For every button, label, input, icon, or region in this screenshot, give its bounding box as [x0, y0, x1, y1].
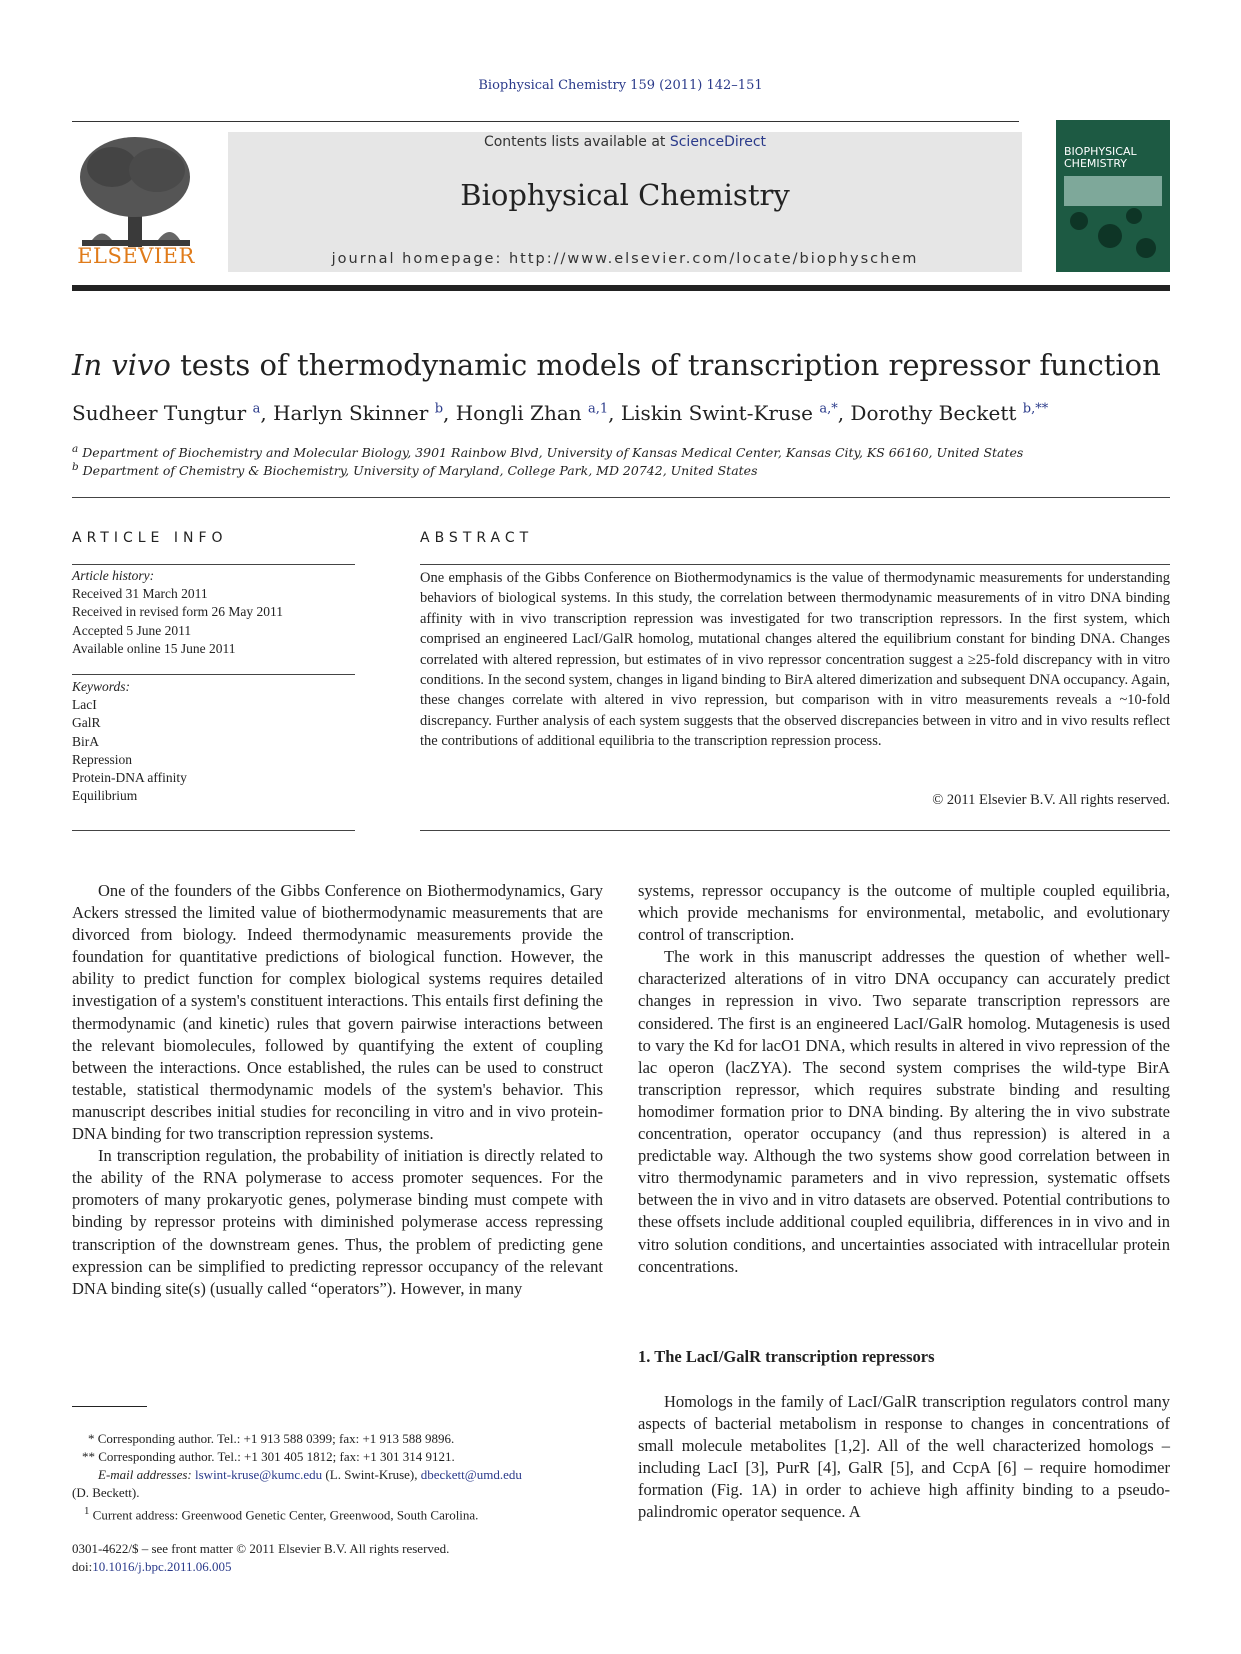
doi-label: doi: — [72, 1559, 93, 1574]
keywords-label: Keywords: — [72, 679, 130, 694]
history-accepted: Accepted 5 June 2011 — [72, 622, 192, 638]
author-affil-mark[interactable]: b,** — [1022, 401, 1049, 417]
header-rule — [72, 121, 1019, 122]
divider — [72, 674, 355, 675]
author-affil-mark[interactable]: a — [252, 401, 261, 417]
journal-cover-image — [1056, 120, 1170, 272]
cover-title: BIOPHYSICAL CHEMISTRY — [1064, 145, 1137, 170]
header-thick-rule — [72, 285, 1170, 291]
body-left-column — [72, 880, 603, 1300]
title-italic: In vivo — [72, 348, 171, 382]
divider — [420, 564, 1170, 565]
email-owner-2: (D. Beckett). — [72, 1485, 140, 1500]
divider — [72, 830, 355, 831]
footnote-rule — [72, 1406, 147, 1407]
body-paragraph: One of the founders of the Gibbs Conference on Biothermodynamics, Gary Ackers stressed the limited value of biothermodynamic measurements that are divorced from biology. Indeed thermodynamic measurements provide the foundation for quantitative predictions of biological function. However, the ability to predict function for complex biological systems requires detailed investigation of a system's constituent interactions. This entails first defining the thermodynamic (and kinetic) rules that govern pairwise interactions between the relevant biomolecules, followed by quantifying the extent of coupling between the interactions. Once established, the rules can be used to construct testable, statistical thermodynamic models of the system's behavior. This manuscript describes initial studies for reconciling in vitro and in vivo protein-DNA binding for two transcription repression systems. — [72, 881, 603, 1144]
keyword: Equilibrium — [72, 788, 138, 804]
body-paragraph: Homologs in the family of LacI/GalR transcription regulators control many aspects of bacterial metabolism in response to changes in concentrations of small molecule metabolites [1,2]. All of the well characterized homologs – including LacI [3], PurR [4], GalR [5], and CcpA [6] – require homodimer formation (Fig. 1A) in order to achieve high affinity binding to a pseudo-palindromic operator sequence. A — [638, 1392, 1170, 1522]
section-heading: 1. The LacI/GalR transcription repressors — [638, 1347, 935, 1366]
keyword: Repression — [72, 751, 132, 767]
keyword: BirA — [72, 733, 99, 749]
contents-prefix: Contents lists available at — [483, 134, 670, 150]
keyword: GalR — [72, 715, 101, 731]
footnotes — [72, 1430, 612, 1524]
author-affil-mark[interactable]: a,* — [819, 401, 838, 417]
body-paragraph: systems, repressor occupancy is the outcome of multiple coupled equilibria, which provide mechanisms for environmental, metabolic, and evolutionary control of transcription. — [638, 881, 1170, 945]
abstract-heading: ABSTRACT — [420, 530, 534, 546]
divider — [420, 830, 1170, 831]
article-history — [72, 567, 355, 658]
author-name: Liskin Swint-Kruse — [620, 401, 813, 425]
elsevier-logo — [72, 132, 200, 274]
body-right-column — [638, 880, 1170, 1278]
keywords — [72, 678, 355, 805]
footnote-emails — [72, 1466, 612, 1484]
affiliation-b: $^b$ Department of Chemistry & Biochemistry, University of Maryland, College Park, MD 20742, United States — [72, 461, 758, 479]
abstract-text: One emphasis of the Gibbs Conference on Biothermodynamics is the value of thermodynamic measurements for understanding behaviors of biological systems. In this study, the correlation between thermodynamic measurements of in vitro DNA binding affinity with in vivo transcription repression was investigated for two transcription repressors. In the first system, which comprised an engineered LacI/GalR homolog, mutational changes altered the equilibrium constant for binding DNA. Changes correlated with altered repression, but estimates of in vivo repressor concentration suggest a ≥25-fold discrepancy with in vitro conditions. In the second system, changes in ligand binding to BirA altered dimerization and subsequent DNA occupancy. Again, these changes correlate with altered in vivo repression, but comparison with in vitro measurements reveals a ~10-fold discrepancy. Further analysis of each system suggests that the observed discrepancies between in vitro and in vivo results reflect the contributions of additional equilibria to the transcription repression process. — [420, 570, 1170, 750]
author-name: Sudheer Tungtur — [72, 401, 247, 425]
journal-title: Biophysical Chemistry — [460, 178, 790, 212]
author-name: Dorothy Beckett — [850, 401, 1017, 425]
sciencedirect-link[interactable]: ScienceDirect — [669, 134, 767, 150]
issn-line: 0301-4622/$ – see front matter © 2011 Elsevier B.V. All rights reserved. — [72, 1541, 450, 1556]
email-link[interactable]: dbeckett@umd.edu — [420, 1467, 522, 1482]
abstract-copyright: © 2011 Elsevier B.V. All rights reserved. — [932, 792, 1170, 808]
email-owner: (L. Swint-Kruse), — [325, 1467, 418, 1482]
keyword: Protein-DNA affinity — [72, 770, 187, 786]
history-received: Received 31 March 2011 — [72, 586, 208, 602]
author-name: Hongli Zhan — [455, 401, 582, 425]
contents-line — [228, 134, 1022, 150]
title-rest: tests of thermodynamic models of transcription repressor function — [170, 348, 1161, 382]
history-revised: Received in revised form 26 May 2011 — [72, 604, 283, 620]
body-paragraph: In transcription regulation, the probability of initiation is directly related to the ability of the RNA polymerase to access promoter sequences. For the promoters of many prokaryotic genes, polymerase binding must compete with binding by repressor proteins with diminished polymerase access repressing transcription of the downstream genes. Thus, the problem of predicting gene expression can be simplified to predicting repressor occupancy of the relevant DNA binding site(s) (usually called “operators”). However, in many — [72, 1146, 603, 1298]
doi-line — [72, 1558, 672, 1576]
author-affil-mark[interactable]: a,1 — [588, 401, 609, 417]
author-list: Sudheer Tungtur $^a$, Harlyn Skinner $^b$, Hongli Zhan $^{a,1}$, Liskin Swint-Kruse $^{a,*}$, Dorothy Beckett $^{b,**}$ — [72, 401, 1049, 425]
history-label: Article history: — [72, 568, 155, 583]
divider — [72, 564, 355, 565]
affiliation-a: $^a$ Department of Biochemistry and Molecular Biology, 3901 Rainbow Blvd, University of Kansas Medical Center, Kansas City, KS 66160, United States — [72, 443, 1024, 461]
journal-citation[interactable]: Biophysical Chemistry 159 (2011) 142–151 — [478, 78, 763, 93]
article-info-heading: ARTICLE INFO — [72, 530, 228, 546]
history-online: Available online 15 June 2011 — [72, 640, 236, 656]
article-title — [72, 348, 1161, 382]
body-right-column-section1 — [638, 1391, 1170, 1524]
footnote-corresponding-2: ** Corresponding author. Tel.: +1 301 405 1812; fax: +1 301 314 9121. — [82, 1449, 455, 1464]
footnote-address: $^1$ Current address: Greenwood Genetic Center, Greenwood, South Carolina. — [84, 1505, 479, 1523]
author-affil-mark[interactable]: b — [434, 401, 444, 417]
journal-homepage[interactable]: journal homepage: http://www.elsevier.com/locate/biophyschem — [331, 251, 919, 267]
author-name: Harlyn Skinner — [273, 401, 429, 425]
doi-link[interactable]: 10.1016/j.bpc.2011.06.005 — [92, 1559, 232, 1574]
divider — [72, 497, 1170, 498]
email-link[interactable]: lswint-kruse@kumc.edu — [195, 1467, 323, 1482]
email-label: E-mail addresses: — [98, 1467, 192, 1482]
publisher-name: ELSEVIER — [77, 244, 195, 268]
body-paragraph: The work in this manuscript addresses the question of whether well-characterized alterations of in vitro DNA occupancy can accurately predict changes in repression in vivo. Two separate transcription repressors are considered. The first is an engineered LacI/GalR homolog. Mutagenesis is used to vary the Kd for lacO1 DNA, which results in altered in vivo repression of the lac operon (lacZYA). The second system comprises the wild-type BirA transcription repressor, which requires substrate binding and resulting homodimer formation prior to DNA binding. By altering the in vivo substrate concentration, operator occupancy (and thus repression) is altered in a predictable way. Although the two systems show good correlation between in vitro thermodynamic parameters and in vivo repression, systematic offsets between the in vivo and in vitro datasets are observed. Potential contributions to these offsets include additional coupled equilibria, differences in in vivo and in vitro solution conditions, and uncertainties associated with intracellular protein concentrations. — [638, 947, 1170, 1276]
footnote-corresponding-1: * Corresponding author. Tel.: +1 913 588 0399; fax: +1 913 588 9896. — [88, 1431, 455, 1446]
keyword: LacI — [72, 697, 97, 713]
